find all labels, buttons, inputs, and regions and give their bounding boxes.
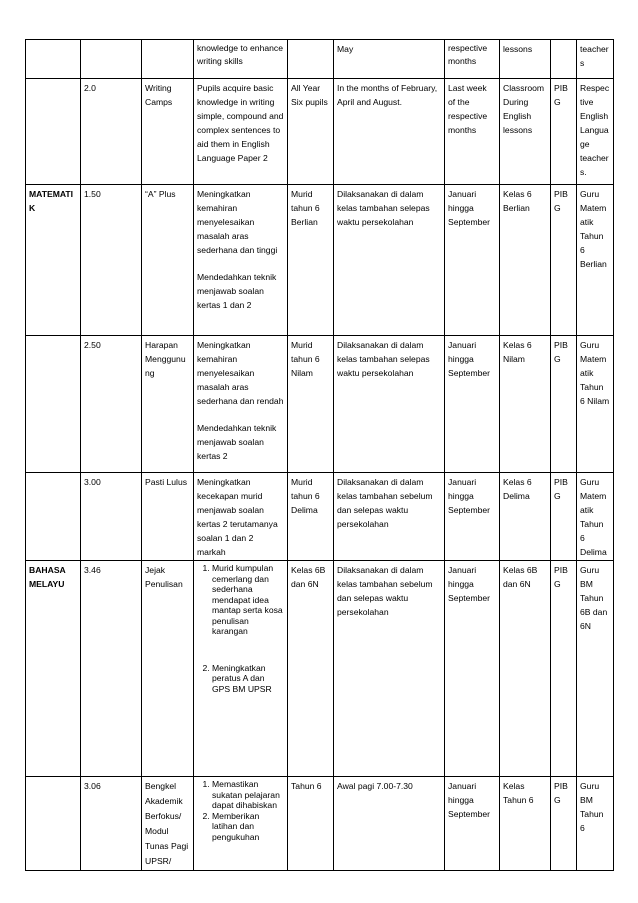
target-cell: Tahun 6: [288, 777, 334, 871]
table-row: [26, 336, 614, 473]
objective-list: [197, 563, 284, 637]
time-cell: Januari hingga September: [445, 777, 500, 871]
list-item: 1. Murid kumpulan cemerlang dan sederhana mendapat idea mantap serta kosa penulisan karangan: [212, 563, 284, 637]
strategy-cell: Awal pagi 7.00-7.30: [334, 777, 445, 871]
target-cell: Kelas 6B dan 6N: [288, 561, 334, 777]
list-item: 1. Memastikan sukatan pelajaran dapat dihabiskan: [212, 779, 284, 811]
subject-cell: [26, 777, 81, 871]
subject-cell: [26, 336, 81, 473]
cost-cell: PIBG: [551, 336, 577, 473]
table-row: [26, 40, 614, 79]
objective-part: Meningkatkan kemahiran menyelesaikan masalah aras sederhana dan rendah: [197, 340, 284, 406]
strategy-cell: In the months of February, April and August.: [334, 79, 445, 185]
subject-cell: [26, 473, 81, 561]
place-cell: Kelas Tahun 6: [500, 777, 551, 871]
cost-cell: PIBG: [551, 185, 577, 336]
objective-part: Meningkatkan kemahiran menyelesaikan masalah aras sederhana dan tinggi: [197, 189, 278, 255]
place-cell: Classroom During English lessons: [500, 79, 551, 185]
program-cell: Harapan Menggunung: [142, 336, 194, 473]
target-cell: [288, 40, 334, 79]
table-row: [26, 79, 614, 185]
target-cell: Murid tahun 6 Berlian: [288, 185, 334, 336]
objective-part: Mendedahkan teknik menjawab soalan kertas 2: [197, 423, 277, 461]
objective-list: [197, 663, 284, 695]
objective-cell: Meningkatkan kecekapan murid menjawab soalan kertas 2 terutamanya soalan 1 dan 2 markah: [194, 473, 288, 561]
time-cell: Januari hingga September: [445, 561, 500, 777]
time-cell: Januari hingga September: [445, 336, 500, 473]
subject-cell: [26, 79, 81, 185]
place-cell: Kelas 6B dan 6N: [500, 561, 551, 777]
code-cell: 2.50: [81, 336, 142, 473]
objective-cell: [194, 777, 288, 871]
table-row: [26, 561, 614, 777]
place-cell: Kelas 6 Berlian: [500, 185, 551, 336]
strategy-cell: Dilaksanakan di dalam kelas tambahan selepas waktu persekolahan: [334, 185, 445, 336]
program-cell: “A” Plus: [142, 185, 194, 336]
strategy-cell: Dilaksanakan di dalam kelas tambahan sebelum dan selepas waktu persekolahan: [334, 473, 445, 561]
cost-cell: PIBG: [551, 79, 577, 185]
responsible-cell: Guru BM Tahun 6B dan 6N: [577, 561, 614, 777]
objective-list: [197, 779, 284, 842]
target-cell: Murid tahun 6 Nilam: [288, 336, 334, 473]
responsible-cell: Guru Matematik Tahun 6 Delima: [577, 473, 614, 561]
program-cell: Pasti Lulus: [142, 473, 194, 561]
subject-cell: [26, 40, 81, 79]
responsible-cell: Guru BM Tahun 6: [577, 777, 614, 871]
place-cell: Kelas 6 Nilam: [500, 336, 551, 473]
list-item: 2. Meningkatkan peratus A dan GPS BM UPSR: [212, 663, 284, 695]
subject-cell: BAHASA MELAYU: [26, 561, 81, 777]
program-table: [25, 39, 614, 871]
code-cell: 2.0: [81, 79, 142, 185]
responsible-cell: Guru Matematik Tahun 6 Berlian: [577, 185, 614, 336]
program-cell: Jejak Penulisan: [142, 561, 194, 777]
time-cell: Last week of the respective months: [445, 79, 500, 185]
objective-part: Mendedahkan teknik menjawab soalan kertas 1 dan 2: [197, 272, 277, 310]
table-row: [26, 473, 614, 561]
time-cell: respective months: [445, 40, 500, 79]
table-row: [26, 185, 614, 336]
code-cell: [81, 40, 142, 79]
place-cell: lessons: [500, 40, 551, 79]
list-item: 2. Memberikan latihan dan pengukuhan: [212, 811, 284, 843]
objective-cell: [194, 185, 288, 336]
objective-cell: Pupils acquire basic knowledge in writing simple, compound and complex sentences to aid them in English Language Paper 2: [194, 79, 288, 185]
place-cell: Kelas 6 Delima: [500, 473, 551, 561]
target-cell: Murid tahun 6 Delima: [288, 473, 334, 561]
target-cell: All Year Six pupils: [288, 79, 334, 185]
objective-cell: [194, 561, 288, 777]
cost-cell: PIBG: [551, 777, 577, 871]
objective-cell: [194, 336, 288, 473]
subject-cell: MATEMATIK: [26, 185, 81, 336]
cost-cell: PIBG: [551, 561, 577, 777]
time-cell: Januari hingga September: [445, 473, 500, 561]
program-cell: Bengkel Akademik Berfokus/ Modul Tunas Pagi UPSR/: [142, 777, 194, 871]
table-row: [26, 777, 614, 871]
responsible-cell: teachers: [577, 40, 614, 79]
strategy-cell: May: [334, 40, 445, 79]
time-cell: Januari hingga September: [445, 185, 500, 336]
code-cell: 3.00: [81, 473, 142, 561]
strategy-cell: Dilaksanakan di dalam kelas tambahan selepas waktu persekolahan: [334, 336, 445, 473]
cost-cell: [551, 40, 577, 79]
responsible-cell: Respective English Language teachers.: [577, 79, 614, 185]
cost-cell: PIBG: [551, 473, 577, 561]
program-cell: Writing Camps: [142, 79, 194, 185]
code-cell: 1.50: [81, 185, 142, 336]
objective-cell: knowledge to enhance writing skills: [194, 40, 288, 79]
code-cell: 3.06: [81, 777, 142, 871]
strategy-cell: Dilaksanakan di dalam kelas tambahan sebelum dan selepas waktu persekolahan: [334, 561, 445, 777]
responsible-cell: Guru Matematik Tahun 6 Nilam: [577, 336, 614, 473]
program-cell: [142, 40, 194, 79]
code-cell: 3.46: [81, 561, 142, 777]
